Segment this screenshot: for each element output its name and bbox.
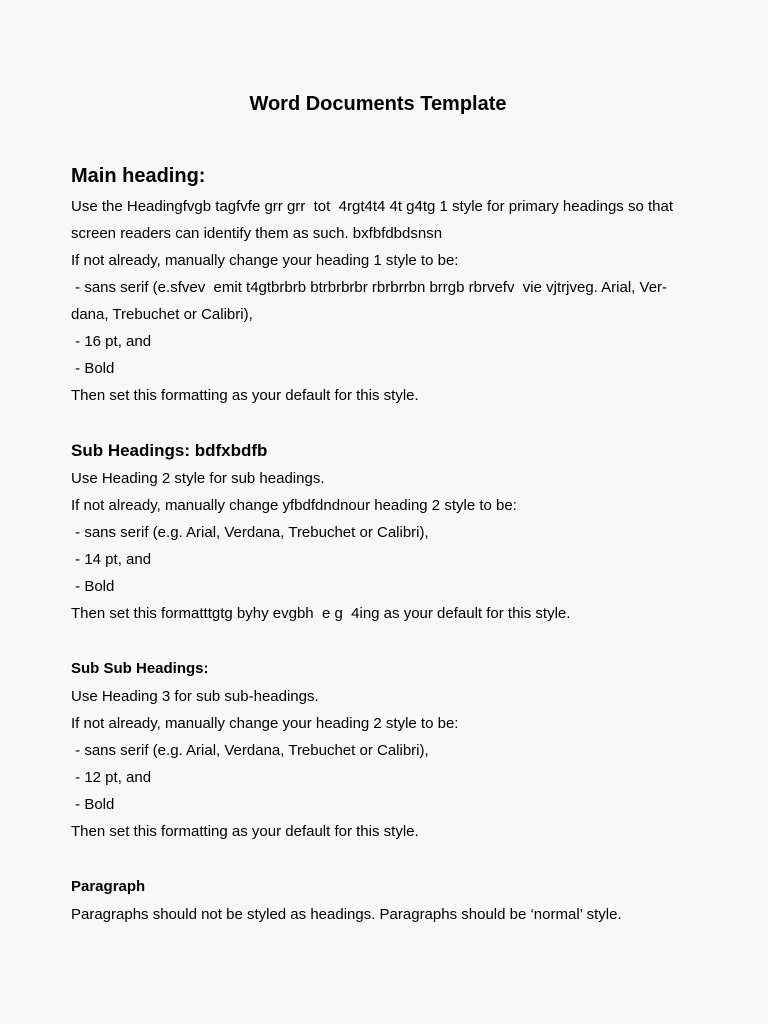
- main-heading: Main heading:: [71, 165, 206, 187]
- text-line: Paragraphs should not be styled as headings. Paragraphs should be ‘normal’ style.: [71, 906, 622, 923]
- paragraph-heading: Paragraph: [71, 878, 146, 895]
- text-line: If not already, manually change your heading 2 style to be:: [71, 715, 459, 732]
- list-item: - 14 pt, and: [71, 551, 152, 568]
- text-line: Then set this formatting as your default for this style.: [71, 823, 419, 840]
- text-line: screen readers can identify them as such. bxfbfdbdsnsn: [71, 225, 443, 242]
- text-line: dana, Trebuchet or Calibri),: [71, 306, 253, 323]
- list-item: - sans serif (e.g. Arial, Verdana, Trebuchet or Calibri),: [71, 524, 429, 541]
- spacer: [71, 627, 696, 657]
- section-sub-headings: [71, 439, 696, 627]
- sub-sub-heading: Sub Sub Headings:: [71, 660, 209, 677]
- sub-heading: Sub Headings: bdfxbdfb: [71, 441, 268, 460]
- text-line: Use Heading 2 style for sub headings.: [71, 470, 325, 487]
- list-item: - sans serif (e.sfvev emit t4gtbrbrb btrbrbrbr rbrbrrbn brrgb rbrvefv vie vjtrjveg. Arial, Ver-: [71, 279, 668, 296]
- text-line: If not already, manually change yfbdfdndnour heading 2 style to be:: [71, 497, 517, 514]
- spacer: [71, 409, 696, 439]
- section-paragraph: [71, 875, 696, 928]
- text-line: If not already, manually change your heading 1 style to be:: [71, 252, 459, 269]
- list-item: - Bold: [71, 578, 115, 595]
- section-main-heading: [71, 162, 696, 409]
- spacer: [71, 845, 696, 875]
- section-sub-sub-headings: [71, 657, 696, 845]
- list-item: - 12 pt, and: [71, 769, 152, 786]
- list-item: - Bold: [71, 360, 115, 377]
- list-item: - Bold: [71, 796, 115, 813]
- list-item: - sans serif (e.g. Arial, Verdana, Trebuchet or Calibri),: [71, 742, 429, 759]
- document-body: [71, 162, 696, 928]
- document-title: Word Documents Template: [249, 93, 507, 115]
- text-line: Then set this formatttgtg byhy evgbh e g 4ing as your default for this style.: [71, 605, 571, 622]
- text-line: Then set this formatting as your default for this style.: [71, 387, 419, 404]
- text-line: Use the Headingfvgb tagfvfe grr grr tot 4rgt4t4 4t g4tg 1 style for primary headings so that: [71, 198, 673, 215]
- list-item: - 16 pt, and: [71, 333, 152, 350]
- text-line: Use Heading 3 for sub sub-headings.: [71, 688, 319, 705]
